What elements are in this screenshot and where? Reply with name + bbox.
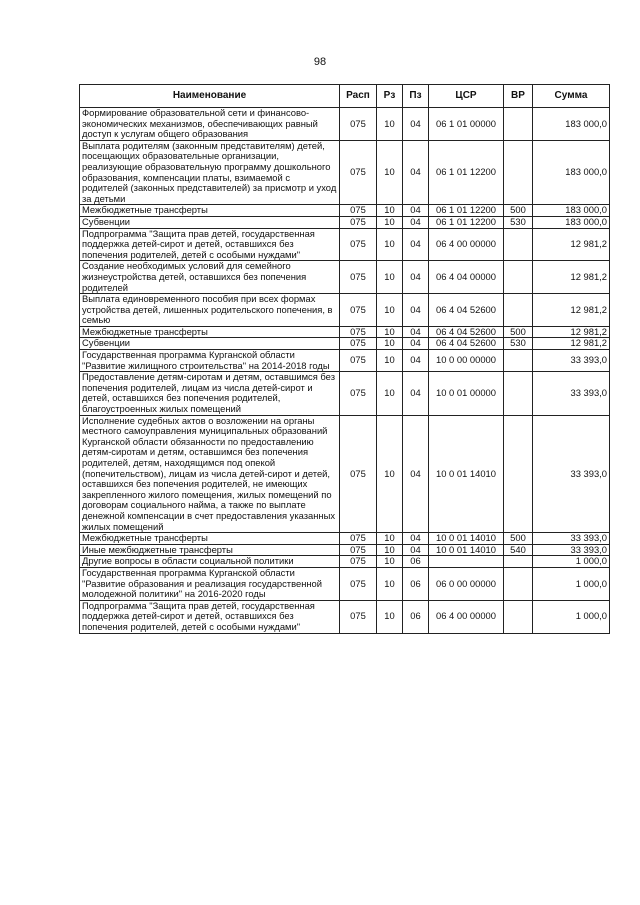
cell-csr: 06 4 04 52600 bbox=[429, 338, 504, 350]
table-row bbox=[80, 350, 610, 372]
cell-csr: 06 4 00 00000 bbox=[429, 600, 504, 633]
cell-csr: 06 4 00 00000 bbox=[429, 228, 504, 261]
cell-name: Предоставление детям-сиротам и детям, оставшимся без попечения родителей, лицам из числа детей-сирот и детей, оставшихся без попечения родителей, благоустроенных жилых помещений bbox=[80, 372, 340, 415]
cell-csr: 06 4 04 52600 bbox=[429, 294, 504, 327]
cell-csr: 06 1 01 12200 bbox=[429, 140, 504, 205]
page-number: 98 bbox=[313, 56, 327, 68]
cell-vr bbox=[504, 294, 533, 327]
cell-sum: 12 981,2 bbox=[533, 294, 610, 327]
cell-csr: 10 0 01 14010 bbox=[429, 415, 504, 533]
cell-rasp: 075 bbox=[340, 140, 377, 205]
cell-rz: 10 bbox=[377, 533, 403, 545]
cell-csr: 06 1 01 00000 bbox=[429, 108, 504, 141]
cell-name: Государственная программа Курганской области "Развитие жилищного строительства" на 2014-2018 годы bbox=[80, 350, 340, 372]
cell-rasp: 075 bbox=[340, 567, 377, 600]
cell-vr bbox=[504, 228, 533, 261]
cell-sum: 1 000,0 bbox=[533, 600, 610, 633]
table-row bbox=[80, 261, 610, 294]
cell-rasp: 075 bbox=[340, 261, 377, 294]
cell-rasp: 075 bbox=[340, 108, 377, 141]
cell-pz: 04 bbox=[403, 533, 429, 545]
cell-csr bbox=[429, 556, 504, 568]
cell-vr: 540 bbox=[504, 544, 533, 556]
cell-name: Подпрограмма "Защита прав детей, государственная поддержка детей-сирот и детей, оставшихся без попечения родителей, детей с особыми нуждами" bbox=[80, 600, 340, 633]
cell-pz: 04 bbox=[403, 415, 429, 533]
table-row bbox=[80, 108, 610, 141]
cell-name: Субвенции bbox=[80, 338, 340, 350]
table-row bbox=[80, 544, 610, 556]
cell-rz: 10 bbox=[377, 216, 403, 228]
cell-pz: 06 bbox=[403, 600, 429, 633]
cell-csr: 06 1 01 12200 bbox=[429, 205, 504, 217]
header-rz: Рз bbox=[377, 85, 403, 108]
cell-rz: 10 bbox=[377, 261, 403, 294]
table-header-row bbox=[80, 85, 610, 108]
cell-sum: 1 000,0 bbox=[533, 556, 610, 568]
cell-pz: 04 bbox=[403, 372, 429, 415]
table-row bbox=[80, 372, 610, 415]
cell-pz: 06 bbox=[403, 556, 429, 568]
cell-rz: 10 bbox=[377, 556, 403, 568]
cell-rasp: 075 bbox=[340, 338, 377, 350]
cell-sum: 33 393,0 bbox=[533, 544, 610, 556]
cell-pz: 04 bbox=[403, 228, 429, 261]
cell-rz: 10 bbox=[377, 108, 403, 141]
cell-vr bbox=[504, 600, 533, 633]
table-body bbox=[80, 108, 610, 634]
table-row bbox=[80, 326, 610, 338]
header-rasp: Расп bbox=[340, 85, 377, 108]
cell-rz: 10 bbox=[377, 350, 403, 372]
cell-sum: 183 000,0 bbox=[533, 216, 610, 228]
cell-sum: 33 393,0 bbox=[533, 372, 610, 415]
cell-vr bbox=[504, 140, 533, 205]
cell-rasp: 075 bbox=[340, 294, 377, 327]
cell-sum: 33 393,0 bbox=[533, 415, 610, 533]
cell-vr bbox=[504, 372, 533, 415]
cell-sum: 33 393,0 bbox=[533, 350, 610, 372]
cell-name: Государственная программа Курганской области "Развитие образования и реализация государственной молодежной политики" на 2016-2020 годы bbox=[80, 567, 340, 600]
cell-rasp: 075 bbox=[340, 216, 377, 228]
cell-rz: 10 bbox=[377, 338, 403, 350]
cell-pz: 04 bbox=[403, 140, 429, 205]
cell-vr: 500 bbox=[504, 205, 533, 217]
cell-csr: 06 4 04 00000 bbox=[429, 261, 504, 294]
table-row bbox=[80, 556, 610, 568]
cell-vr bbox=[504, 567, 533, 600]
cell-rasp: 075 bbox=[340, 326, 377, 338]
cell-pz: 06 bbox=[403, 567, 429, 600]
cell-rz: 10 bbox=[377, 140, 403, 205]
table-row bbox=[80, 600, 610, 633]
cell-sum: 1 000,0 bbox=[533, 567, 610, 600]
cell-vr: 500 bbox=[504, 326, 533, 338]
table-row bbox=[80, 338, 610, 350]
cell-name: Межбюджетные трансферты bbox=[80, 205, 340, 217]
table-row bbox=[80, 205, 610, 217]
cell-rz: 10 bbox=[377, 544, 403, 556]
cell-pz: 04 bbox=[403, 261, 429, 294]
cell-sum: 12 981,2 bbox=[533, 228, 610, 261]
cell-rasp: 075 bbox=[340, 544, 377, 556]
cell-name: Формирование образовательной сети и финансово-экономических механизмов, обеспечивающих равный доступ к услугам общего образования bbox=[80, 108, 340, 141]
table-row bbox=[80, 533, 610, 545]
cell-sum: 12 981,2 bbox=[533, 326, 610, 338]
cell-vr: 530 bbox=[504, 338, 533, 350]
cell-vr: 500 bbox=[504, 533, 533, 545]
cell-csr: 10 0 01 14010 bbox=[429, 544, 504, 556]
header-sum: Сумма bbox=[533, 85, 610, 108]
header-pz: Пз bbox=[403, 85, 429, 108]
table-row bbox=[80, 415, 610, 533]
cell-rasp: 075 bbox=[340, 600, 377, 633]
cell-rasp: 075 bbox=[340, 533, 377, 545]
table-row bbox=[80, 228, 610, 261]
cell-pz: 04 bbox=[403, 338, 429, 350]
cell-name: Субвенции bbox=[80, 216, 340, 228]
cell-rasp: 075 bbox=[340, 205, 377, 217]
cell-rz: 10 bbox=[377, 600, 403, 633]
cell-sum: 12 981,2 bbox=[533, 338, 610, 350]
table-row bbox=[80, 294, 610, 327]
cell-pz: 04 bbox=[403, 544, 429, 556]
cell-name: Другие вопросы в области социальной политики bbox=[80, 556, 340, 568]
cell-vr bbox=[504, 108, 533, 141]
cell-vr bbox=[504, 556, 533, 568]
cell-vr: 530 bbox=[504, 216, 533, 228]
cell-csr: 06 4 04 52600 bbox=[429, 326, 504, 338]
cell-rasp: 075 bbox=[340, 415, 377, 533]
cell-sum: 33 393,0 bbox=[533, 533, 610, 545]
cell-name: Выплата родителям (законным представителям) детей, посещающих образовательные организации, реализующие образовательную программу дошкольного образования, компенсации платы, взимаемой с родителей (законных представителей) за присмотр и уход за детьми bbox=[80, 140, 340, 205]
cell-rz: 10 bbox=[377, 294, 403, 327]
cell-rasp: 075 bbox=[340, 350, 377, 372]
cell-name: Исполнение судебных актов о возложении на органы местного самоуправления муниципальных образований Курганской области обязанности по предоставлению детям-сиротам и детям, оставшимся без попечения родителей, детям, находящимся под опекой (попечительством), лицам из числа детей-сирот и детей, оставшихся без попечения родителей, не имеющих закрепленного жилого помещения, жилых помещений по договорам социального найма, а также по выплате денежной компенсации в счет предоставления указанных жилых помещений bbox=[80, 415, 340, 533]
table-row bbox=[80, 140, 610, 205]
cell-rz: 10 bbox=[377, 205, 403, 217]
cell-rz: 10 bbox=[377, 415, 403, 533]
cell-sum: 183 000,0 bbox=[533, 108, 610, 141]
cell-name: Подпрограмма "Защита прав детей, государственная поддержка детей-сирот и детей, оставшихся без попечения родителей, детей с особыми нуждами" bbox=[80, 228, 340, 261]
cell-sum: 183 000,0 bbox=[533, 205, 610, 217]
cell-rasp: 075 bbox=[340, 228, 377, 261]
cell-sum: 183 000,0 bbox=[533, 140, 610, 205]
cell-name: Межбюджетные трансферты bbox=[80, 326, 340, 338]
cell-rasp: 075 bbox=[340, 556, 377, 568]
cell-sum: 12 981,2 bbox=[533, 261, 610, 294]
cell-name: Межбюджетные трансферты bbox=[80, 533, 340, 545]
budget-table bbox=[79, 84, 610, 634]
cell-name: Выплата единовременного пособия при всех формах устройства детей, лишенных родительского попечения, в семью bbox=[80, 294, 340, 327]
cell-rasp: 075 bbox=[340, 372, 377, 415]
table-row bbox=[80, 216, 610, 228]
cell-vr bbox=[504, 350, 533, 372]
cell-csr: 10 0 00 00000 bbox=[429, 350, 504, 372]
cell-csr: 06 0 00 00000 bbox=[429, 567, 504, 600]
cell-rz: 10 bbox=[377, 567, 403, 600]
cell-rz: 10 bbox=[377, 326, 403, 338]
cell-pz: 04 bbox=[403, 205, 429, 217]
cell-rz: 10 bbox=[377, 372, 403, 415]
cell-pz: 04 bbox=[403, 294, 429, 327]
cell-pz: 04 bbox=[403, 350, 429, 372]
cell-pz: 04 bbox=[403, 216, 429, 228]
cell-pz: 04 bbox=[403, 108, 429, 141]
header-vr: ВР bbox=[504, 85, 533, 108]
cell-name: Создание необходимых условий для семейного жизнеустройства детей, оставшихся без попечения родителей bbox=[80, 261, 340, 294]
cell-rz: 10 bbox=[377, 228, 403, 261]
header-csr: ЦСР bbox=[429, 85, 504, 108]
cell-csr: 10 0 01 00000 bbox=[429, 372, 504, 415]
header-name: Наименование bbox=[80, 85, 340, 108]
cell-csr: 10 0 01 14010 bbox=[429, 533, 504, 545]
cell-vr bbox=[504, 261, 533, 294]
cell-csr: 06 1 01 12200 bbox=[429, 216, 504, 228]
cell-pz: 04 bbox=[403, 326, 429, 338]
cell-name: Иные межбюджетные трансферты bbox=[80, 544, 340, 556]
cell-vr bbox=[504, 415, 533, 533]
table-row bbox=[80, 567, 610, 600]
